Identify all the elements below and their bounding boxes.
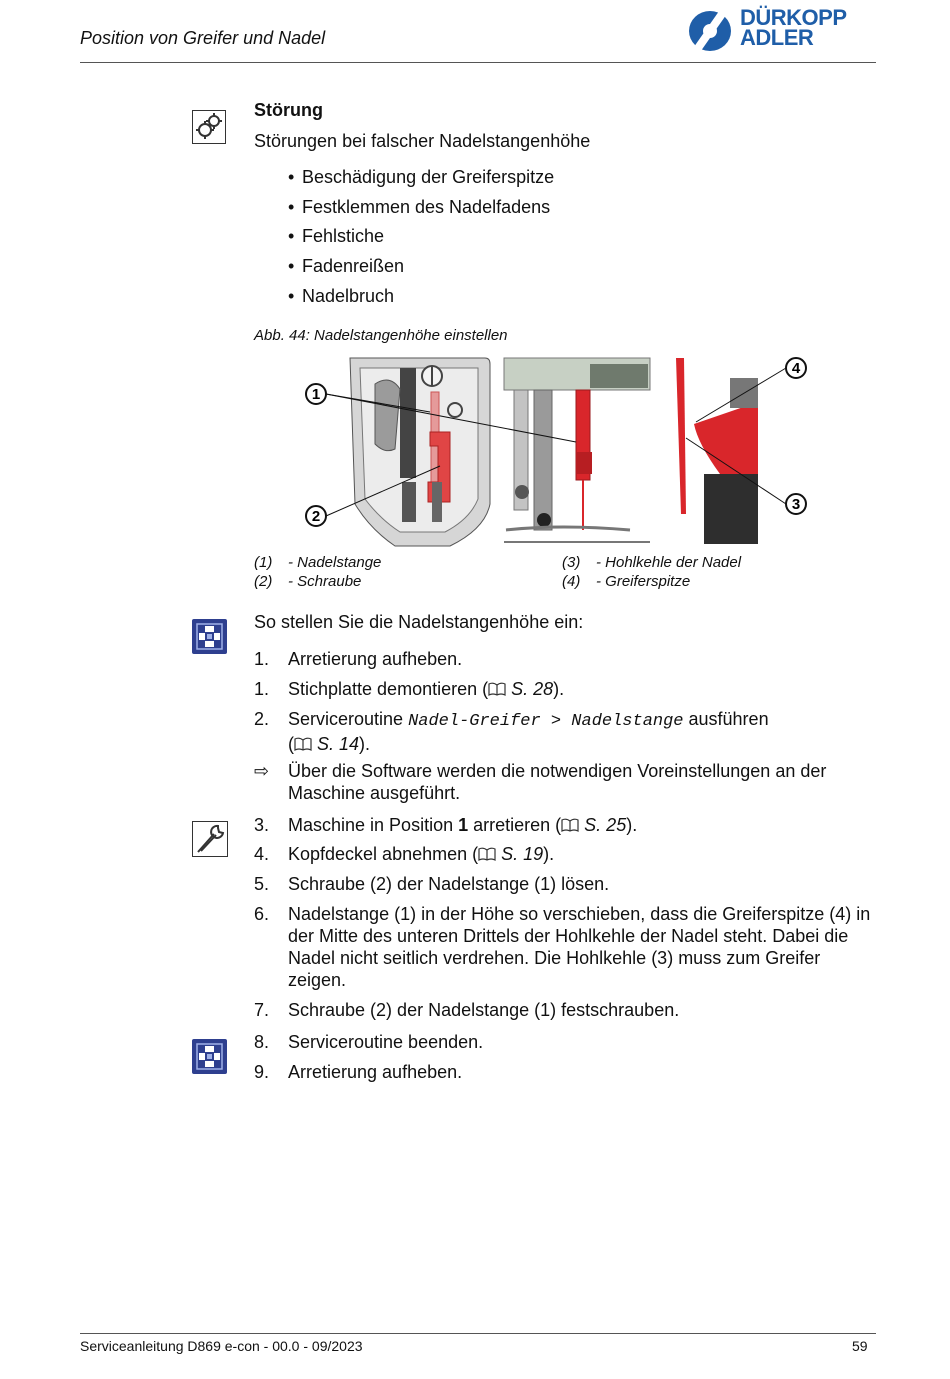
list-item: • Nadelbruch [288, 286, 395, 306]
fault-intro: Störungen bei falscher Nadelstangenhöhe [254, 131, 591, 151]
page-number: 59 [852, 1338, 868, 1354]
figure-caption: Abb. 44: Nadelstangenhöhe einstellen [254, 327, 508, 344]
legend-item: (2) - Schraube [254, 573, 362, 590]
procedure-step: 1. Arretierung aufheben. [254, 649, 463, 669]
list-item: • Fehlstiche [288, 226, 385, 246]
logo-line-2: ADLER [740, 25, 814, 50]
procedure-step: 2. Serviceroutine Nadel-Greifer > Nadelstange ausführen ( S. 14). [254, 709, 769, 754]
book-icon [488, 682, 506, 696]
control-panel-icon [192, 1039, 224, 1071]
logo-line-1: DÜRKOPP [740, 5, 847, 30]
legend-item: (3) - Hohlkehle der Nadel [562, 554, 742, 571]
svg-text:2: 2 [311, 508, 321, 525]
procedure-step: 6. Nadelstange (1) in der Höhe so verschieben, dass die Greiferspitze (4) in der Mitte des unteren Drittels der Hohlkehle der Nadel steht. Dabei die Nadel nicht seitlich verdrehen. Die Hohlkehle (3) muss zum Greifer zeigen. [254, 904, 871, 990]
page-reference-link[interactable]: S. 19 [501, 844, 544, 864]
page-reference-link[interactable]: S. 25 [584, 815, 627, 835]
needle-bar-illustration [300, 354, 820, 550]
footer-divider [80, 1333, 876, 1334]
svg-text:3: 3 [791, 496, 801, 513]
header-divider [80, 62, 876, 63]
procedure-step: 4. Kopfdeckel abnehmen ( S. 19). [254, 844, 555, 864]
gear-fault-icon [192, 110, 224, 142]
svg-text:4: 4 [791, 360, 801, 377]
list-item: • Beschädigung der Greiferspitze [288, 167, 555, 187]
book-icon [478, 847, 496, 861]
brand-logo [688, 5, 878, 54]
fault-heading: Störung [254, 100, 323, 120]
procedure-step: 3. Maschine in Position 1 arretieren ( S. 25). [254, 815, 638, 835]
page-reference-link[interactable]: S. 28 [511, 679, 554, 699]
page-header-title: Position von Greifer und Nadel [80, 28, 326, 48]
book-icon [561, 818, 579, 832]
procedure-step: 5. Schraube (2) der Nadelstange (1) lösen. [254, 874, 610, 894]
book-icon [294, 737, 312, 751]
procedure-step: 8. Serviceroutine beenden. [254, 1032, 484, 1052]
result-arrow-icon: ⇨ [254, 761, 270, 781]
procedure-step: 9. Arretierung aufheben. [254, 1062, 463, 1082]
brand-logo-icon [688, 8, 738, 54]
procedure-step: 7. Schraube (2) der Nadelstange (1) festschrauben. [254, 1000, 680, 1020]
service-routine-path: Nadel-Greifer > Nadelstange [408, 712, 684, 731]
legend-item: (1) - Nadelstange [254, 554, 382, 571]
procedure-step: 1. Stichplatte demontieren ( S. 28). [254, 679, 565, 699]
list-item: • Festklemmen des Nadelfadens [288, 197, 551, 217]
procedure-intro: So stellen Sie die Nadelstangenhöhe ein: [254, 612, 584, 632]
page-reference-link[interactable]: S. 14 [317, 734, 360, 754]
svg-text:1: 1 [311, 386, 321, 403]
list-item: • Fadenreißen [288, 256, 405, 276]
wrench-icon [192, 821, 224, 853]
control-panel-icon [192, 619, 224, 651]
procedure-result: ⇨ Über die Software werden die notwendigen Voreinstellungen an der Maschine ausgeführt. [254, 761, 827, 803]
footer-document-id: Serviceanleitung D869 e-con - 00.0 - 09/2023 [80, 1338, 363, 1354]
legend-item: (4) - Greiferspitze [562, 573, 691, 590]
needle-bar-figure [300, 354, 820, 550]
